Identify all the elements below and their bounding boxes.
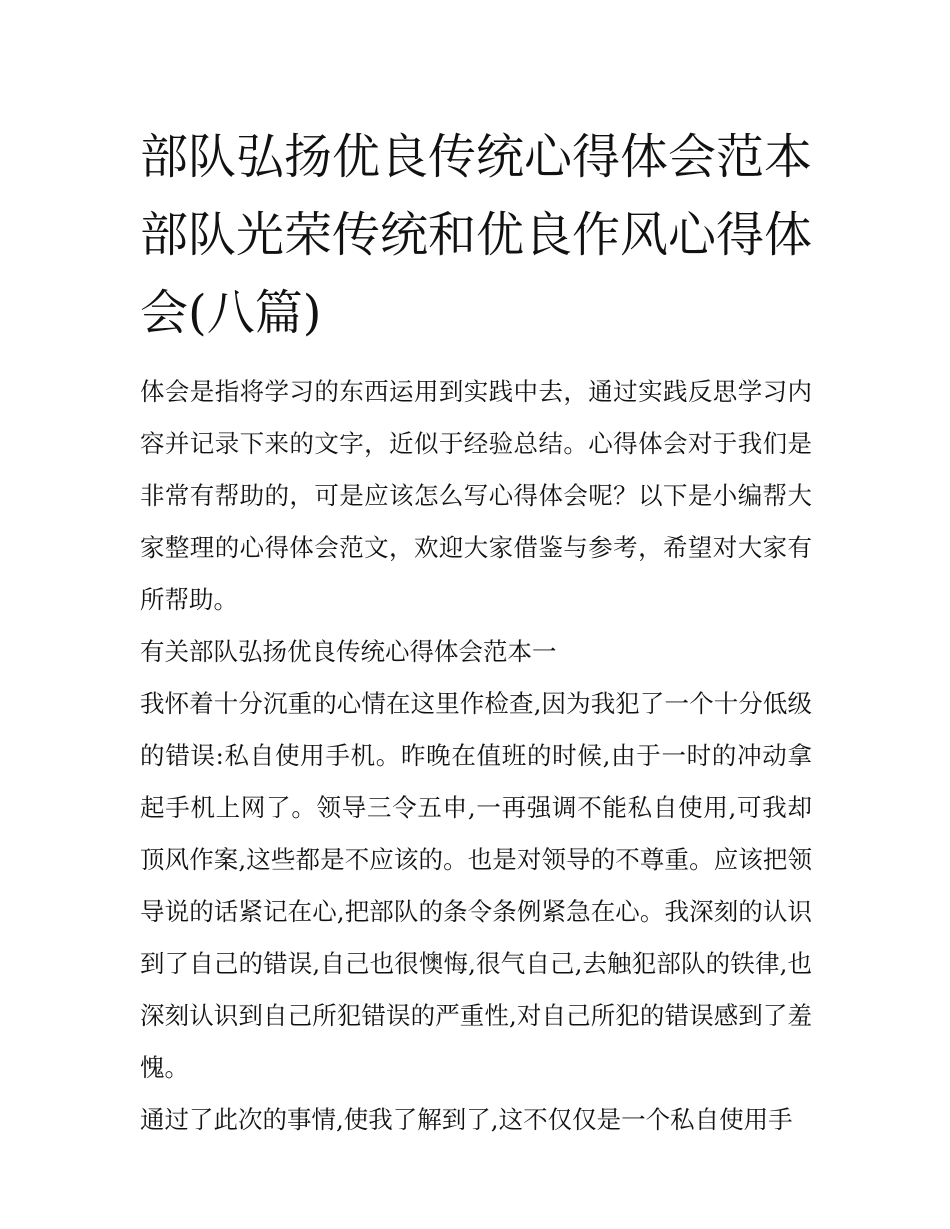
- body-paragraph-1: 我怀着十分沉重的心情在这里作检查,因为我犯了一个十分低级的错误:私自使用手机。昨晚在值班的时候,由于一时的冲动拿起手机上网了。领导三令五申,一再强调不能私自使用,可我却顶风作案,这些都是不应该的。也是对领导的不尊重。应该把领导说的话紧记在心,把部队的条令条例紧急在心。我深刻的认识到了自己的错误,自己也很懊悔,很气自己,去触犯部队的铁律,也深刻认识到自己所犯错误的严重性,对自己所犯的错误感到了羞愧。: [140, 689, 812, 1082]
- intro-paragraph: 体会是指将学习的东西运用到实践中去，通过实践反思学习内容并记录下来的文字，近似于经验总结。心得体会对于我们是非常有帮助的，可是应该怎么写心得体会呢？以下是小编帮大家整理的心得体会范文，欢迎大家借鉴与参考，希望对大家有所帮助。: [140, 377, 812, 614]
- section-heading: 有关部队弘扬优良传统心得体会范本一: [140, 637, 557, 666]
- body-paragraph-2: 通过了此次的事情,使我了解到了,这不仅仅是一个私自使用手: [140, 1105, 793, 1134]
- document-title: 部队弘扬优良传统心得体会范本 部队光荣传统和优良作风心得体会(八篇): [140, 129, 813, 341]
- document-content: [140, 118, 812, 1146]
